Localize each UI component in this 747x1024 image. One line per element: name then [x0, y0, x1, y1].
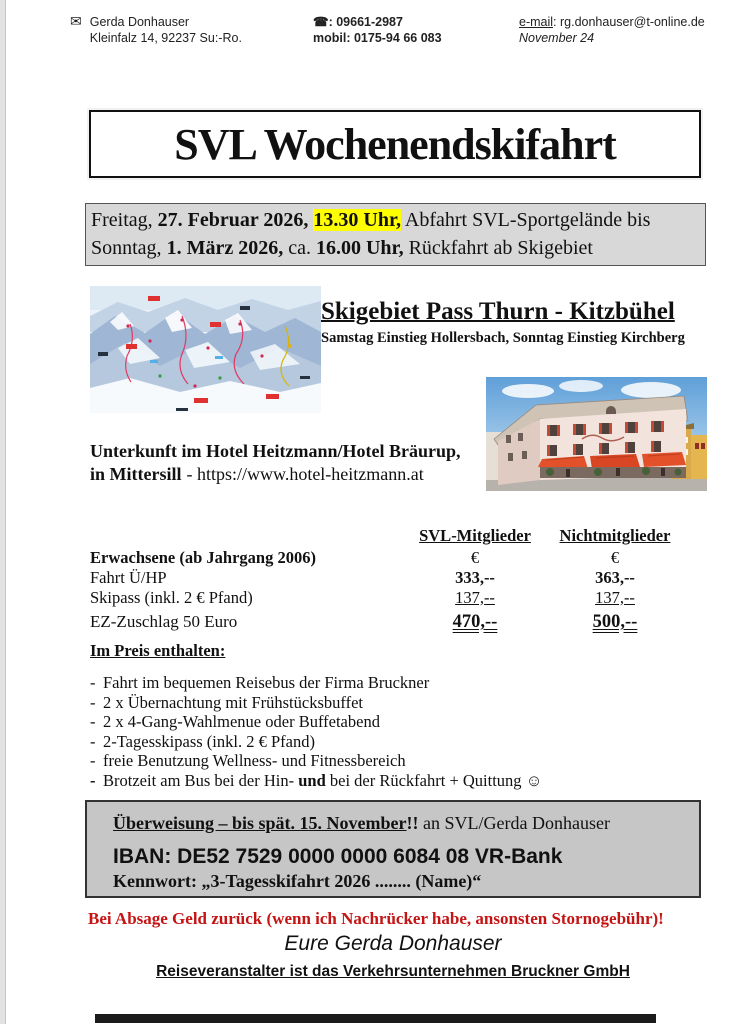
currency-cell: €: [470, 548, 480, 567]
list-item-text: 2-Tagesskipass (inkl. 2 € Pfand): [103, 731, 315, 751]
email-label: e-mail: [519, 15, 554, 29]
hotel-photo: [486, 377, 707, 491]
currency-cell: €: [610, 548, 620, 567]
price-cell: 333,--: [455, 568, 495, 587]
email-address: : rg.donhauser@t-online.de: [553, 15, 705, 29]
envelope-icon: ✉: [70, 13, 82, 29]
email-line: [519, 14, 705, 30]
total-price-cell: 500,--: [592, 612, 638, 632]
accommodation-line1: Unterkunft im Hotel Heitzmann/Hotel Bräurup,: [90, 441, 461, 461]
price-cell: 137,--: [595, 588, 635, 607]
phone-line: [313, 14, 442, 30]
list-bullet: -: [90, 712, 96, 731]
price-table: [90, 524, 690, 632]
list-item: [90, 712, 590, 732]
schedule-text: Abfahrt SVL-Sportgelände bis: [401, 209, 651, 231]
signature: Eure Gerda Donhauser: [284, 932, 502, 955]
empty-cell: [90, 524, 405, 548]
return-date: 1. März 2026,: [166, 237, 284, 259]
accommodation-line2: [90, 463, 460, 486]
list-bullet: -: [90, 673, 96, 692]
return-time: 16.00 Uhr,: [315, 237, 404, 259]
list-item-text: [103, 771, 543, 791]
bottom-edge-bar: [95, 1014, 656, 1023]
ski-area-title: Skigebiet Pass Thurn - Kitzbühel: [321, 298, 675, 325]
sender-address: Kleinfalz 14, 92237 Su:-Ro.: [89, 31, 242, 45]
row-label: Fahrt Ü/HP: [90, 568, 167, 587]
page-title: SVL Wochenendskifahrt: [174, 119, 616, 169]
list-item: [90, 771, 590, 791]
price-cell: 137,--: [455, 588, 495, 607]
schedule-line-2: [91, 234, 705, 262]
schedule-line-1: [91, 206, 705, 234]
date-note: November 24: [519, 31, 595, 45]
schedule-text: Rückfahrt ab Skigebiet: [403, 237, 593, 259]
sender-lines: [90, 14, 242, 46]
included-heading: Im Preis enthalten:: [90, 641, 226, 660]
list-item: [90, 732, 590, 752]
table-row: [90, 568, 690, 588]
payment-recipient: an SVL/Gerda Donhauser: [418, 813, 610, 833]
table-header-row: [90, 524, 690, 548]
table-row: [90, 588, 690, 608]
accommodation-town: in Mittersill: [90, 464, 182, 484]
phone-number: : 09661-2987: [328, 15, 403, 29]
list-item-text: 2 x 4-Gang-Wahlmenue oder Buffetabend: [103, 712, 380, 731]
list-item-text: 2 x Übernachtung mit Frühstücksbuffet: [103, 692, 363, 712]
table-row: [90, 612, 690, 632]
sender-block: [70, 14, 242, 46]
list-item-text-part: bei der Rückfahrt + Quittung ☺: [325, 770, 543, 790]
list-bullet: -: [90, 731, 96, 751]
email-block: [519, 14, 705, 46]
ski-area-block: [321, 297, 706, 347]
included-section: [90, 641, 590, 790]
schedule-box: [85, 203, 706, 266]
list-item-text-part: Brotzeit am Bus bei der Hin-: [103, 770, 299, 790]
list-item-text: Fahrt im bequemen Reisebus der Firma Bruckner: [103, 673, 430, 692]
row-label: EZ-Zuschlag 50 Euro: [90, 612, 238, 631]
table-row: [90, 548, 690, 568]
payment-exclamation: !!: [406, 813, 419, 833]
list-item: [90, 693, 590, 713]
organizer-note: Reiseveranstalter ist das Verkehrsunternehmen Bruckner GmbH: [156, 963, 630, 980]
price-cell: 363,--: [595, 568, 635, 587]
ski-area-subtitle: Samstag Einstieg Hollersbach, Sonntag Einstieg Kirchberg: [321, 330, 685, 346]
list-item-emphasis: und: [298, 770, 326, 790]
list-item: [90, 751, 590, 771]
payment-deadline-line: [113, 811, 699, 835]
list-bullet: -: [90, 692, 96, 712]
ski-map-image: [90, 286, 321, 413]
list-item-text: freie Benutzung Wellness- und Fitnessbereich: [103, 751, 406, 770]
column-header-svl-members: SVL-Mitglieder: [419, 526, 531, 545]
phone-block: [313, 14, 442, 46]
accommodation-block: [90, 440, 460, 486]
cancellation-notice: Bei Absage Geld zurück (wenn ich Nachrücker habe, ansonsten Stornogebühr)!: [88, 909, 664, 928]
phone-icon: ☎: [313, 15, 329, 29]
column-header-non-members: Nichtmitglieder: [559, 526, 671, 545]
hotel-website-link[interactable]: - https://www.hotel-heitzmann.at: [186, 464, 424, 484]
payment-keyword-line: Kennwort: „3-Tagesskifahrt 2026 ........ (Name)“: [113, 871, 482, 891]
total-price-cell: 470,--: [452, 612, 498, 632]
schedule-text: Sonntag,: [91, 237, 167, 259]
list-item: [90, 673, 590, 693]
page-left-edge: [0, 0, 6, 1024]
payment-deadline: Überweisung – bis spät. 15. November: [113, 813, 407, 833]
title-box: [89, 110, 701, 178]
schedule-text: ca.: [288, 237, 316, 259]
schedule-text: Freitag,: [91, 209, 158, 231]
highlighted-departure-time: 13.30 Uhr,: [313, 209, 401, 231]
payment-box: [85, 800, 701, 898]
row-label: Skipass (inkl. 2 € Pfand): [90, 588, 253, 607]
list-bullet: -: [90, 770, 96, 790]
iban-line: IBAN: DE52 7529 0000 0000 6084 08 VR-Bank: [113, 845, 563, 868]
list-bullet: -: [90, 751, 96, 770]
mobile-number: mobil: 0175-94 66 083: [313, 31, 442, 45]
row-label: Erwachsene (ab Jahrgang 2006): [90, 548, 316, 567]
sender-name: Gerda Donhauser: [89, 15, 190, 29]
departure-date: 27. Februar 2026,: [157, 209, 314, 231]
